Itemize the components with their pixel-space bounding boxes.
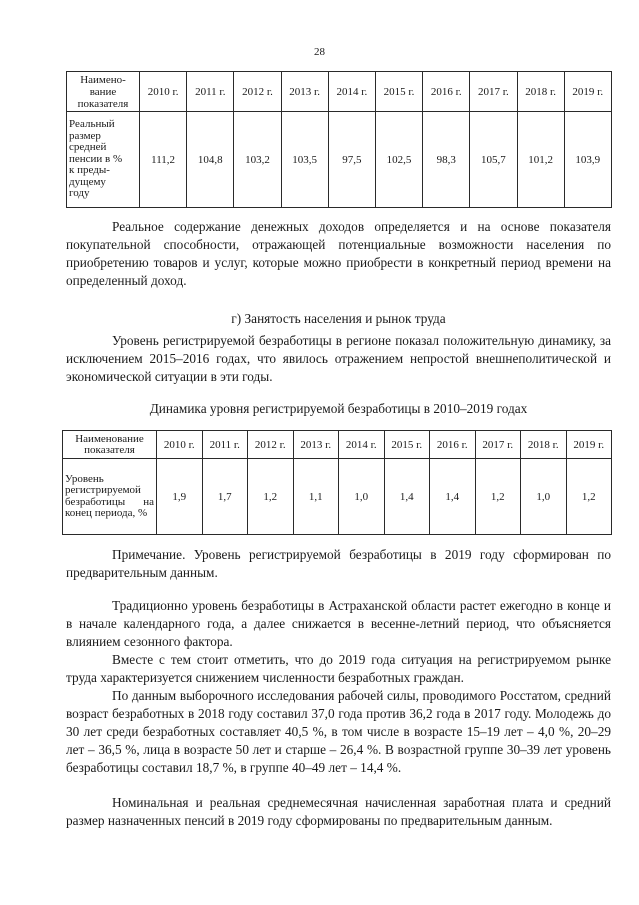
pension-table-header-row bbox=[67, 72, 612, 112]
pension-value-2011: 104,8 bbox=[187, 112, 234, 208]
pension-table-header-label: Наимено- вание показателя bbox=[67, 72, 140, 112]
pension-table-row bbox=[67, 112, 612, 208]
pension-value-2018: 101,2 bbox=[517, 112, 564, 208]
unemployment-year-2015: 2015 г. bbox=[384, 431, 430, 459]
pension-year-2012: 2012 г. bbox=[234, 72, 281, 112]
paragraph-preliminary-wages: Номинальная и реальная среднемесячная начисленная заработная плата и средний размер назначенных пенсий в 2019 году сформированы по предварительным данным. bbox=[66, 795, 611, 828]
pension-value-2014: 97,5 bbox=[328, 112, 375, 208]
unemployment-value-2010: 1,9 bbox=[157, 459, 203, 535]
paragraph-purchasing-power: Реальное содержание денежных доходов определяется и на основе показателя покупательной способности, отражающей потенциальные возможности населения по приобретению товаров и услуг, которые можно приобрести в конкретный период времени на определенный доход. bbox=[66, 219, 611, 288]
pension-value-2012: 103,2 bbox=[234, 112, 281, 208]
pension-year-2013: 2013 г. bbox=[281, 72, 328, 112]
pension-year-2011: 2011 г. bbox=[187, 72, 234, 112]
pension-year-2014: 2014 г. bbox=[328, 72, 375, 112]
note-paragraph: Примечание. Уровень регистрируемой безработицы в 2019 году сформирован по предварительным данным. bbox=[66, 547, 611, 580]
unemployment-year-2010: 2010 г. bbox=[157, 431, 203, 459]
pension-year-2015: 2015 г. bbox=[375, 72, 422, 112]
pension-year-2019: 2019 г. bbox=[564, 72, 611, 112]
pension-value-2017: 105,7 bbox=[470, 112, 517, 208]
pension-value-2016: 98,3 bbox=[423, 112, 470, 208]
unemployment-value-2019: 1,2 bbox=[566, 459, 612, 535]
unemployment-value-2011: 1,7 bbox=[202, 459, 248, 535]
pension-year-2018: 2018 г. bbox=[517, 72, 564, 112]
pension-year-2016: 2016 г. bbox=[423, 72, 470, 112]
unemployment-value-2017: 1,2 bbox=[475, 459, 521, 535]
pension-year-2010: 2010 г. bbox=[140, 72, 187, 112]
pension-year-2017: 2017 г. bbox=[470, 72, 517, 112]
unemployment-table-header-label: Наименование показателя bbox=[63, 431, 157, 459]
unemployment-year-2018: 2018 г. bbox=[521, 431, 567, 459]
paragraph-seasonal-factor: Традиционно уровень безработицы в Астраханской области растет ежегодно в конце и в начале календарного года, а далее снижается в весенне-летний период, что объясняется влиянием сезонного фактора. bbox=[66, 598, 611, 649]
pension-value-2015: 102,5 bbox=[375, 112, 422, 208]
paragraph-rosstat-survey: По данным выборочного исследования рабочей силы, проводимого Росстатом, средний возраст безработных в 2018 году составил 37,0 года против 36,2 года в 2017 году. Молодежь до 30 лет среди безработных составляет 40,5 %, в том числе в возрасте 15–19 лет – 4,0 %, 20–29 лет – 36,5 %, лица в возрасте 50 лет и старше – 26,4 %. В возрастной группе 30–39 лет уровень безработицы составил 18,7 %, в группе 40–49 лет – 14,4 %. bbox=[66, 688, 611, 775]
unemployment-table-row bbox=[63, 459, 612, 535]
pension-table bbox=[66, 71, 612, 208]
unemployment-year-2012: 2012 г. bbox=[248, 431, 294, 459]
unemployment-value-2013: 1,1 bbox=[293, 459, 339, 535]
unemployment-year-2013: 2013 г. bbox=[293, 431, 339, 459]
section-heading: г) Занятость населения и рынок труда bbox=[231, 311, 446, 326]
pension-value-2013: 103,5 bbox=[281, 112, 328, 208]
unemployment-value-2015: 1,4 bbox=[384, 459, 430, 535]
unemployment-year-2017: 2017 г. bbox=[475, 431, 521, 459]
pension-value-2010: 111,2 bbox=[140, 112, 187, 208]
paragraph-unemployment-dynamics: Уровень регистрируемой безработицы в регионе показал положительную динамику, за исключением 2015–2016 годах, что явилось отражением непростой внешнеполитической и экономической ситуации в эти годы. bbox=[66, 333, 611, 384]
paragraph-decrease-unemployed: Вместе с тем стоит отметить, что до 2019 года ситуация на регистрируемом рынке труда характеризуется снижением численности безработных граждан. bbox=[66, 652, 611, 685]
unemployment-table bbox=[62, 430, 612, 535]
unemployment-value-2012: 1,2 bbox=[248, 459, 294, 535]
unemployment-year-2014: 2014 г. bbox=[339, 431, 385, 459]
unemployment-table-header-row bbox=[63, 431, 612, 459]
unemployment-year-2016: 2016 г. bbox=[430, 431, 476, 459]
unemployment-year-2011: 2011 г. bbox=[202, 431, 248, 459]
unemployment-year-2019: 2019 г. bbox=[566, 431, 612, 459]
pension-value-2019: 103,9 bbox=[564, 112, 611, 208]
pension-row-label: Реальный размер средней пенсии в % к преды- дущему году bbox=[67, 112, 140, 208]
table-title: Динамика уровня регистрируемой безработицы в 2010–2019 годах bbox=[149, 401, 528, 416]
page-number: 28 bbox=[314, 46, 325, 58]
unemployment-value-2016: 1,4 bbox=[430, 459, 476, 535]
unemployment-row-label: Уровень регистрируемой безработицы на конец периода, % bbox=[63, 459, 157, 535]
unemployment-value-2014: 1,0 bbox=[339, 459, 385, 535]
unemployment-value-2018: 1,0 bbox=[521, 459, 567, 535]
